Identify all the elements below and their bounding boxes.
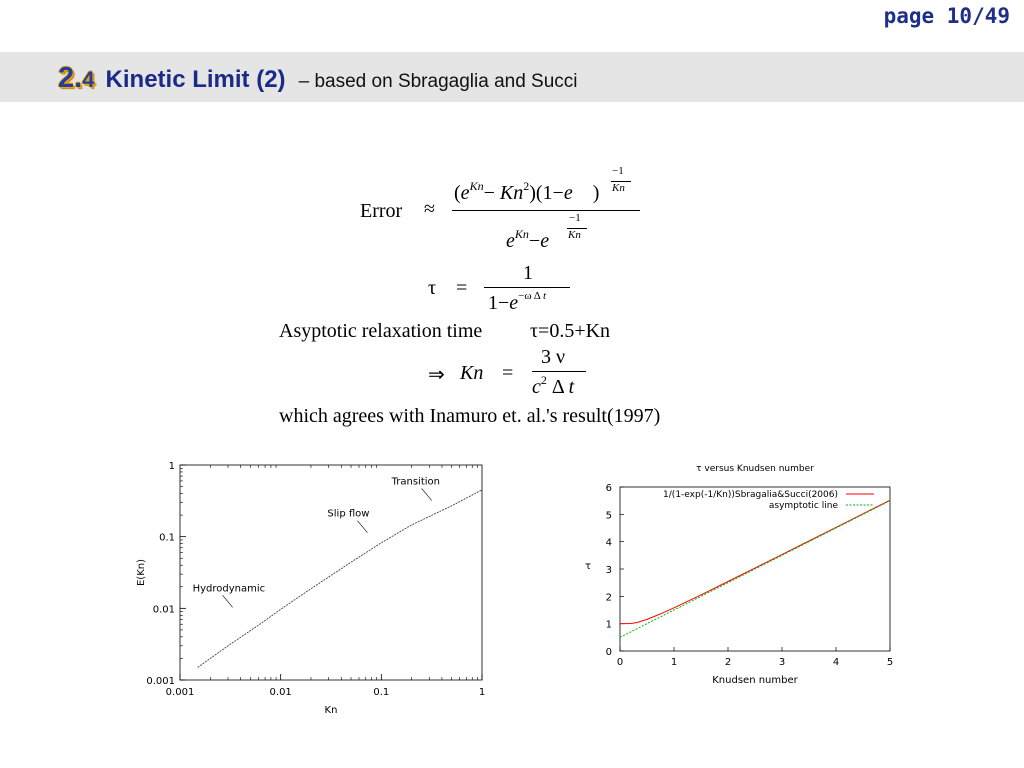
page-number: page 10/49	[883, 4, 1010, 28]
x-tick-label: 5	[886, 657, 894, 668]
error-denominator: $e^{Kn}-e$	[506, 227, 550, 252]
knudsen-error-chart	[130, 455, 500, 720]
y-tick-label: 4	[605, 537, 612, 549]
slide-title	[58, 62, 578, 95]
kn-numerator: 3 ν	[541, 346, 566, 368]
error-den-exp-den: Kn	[568, 229, 581, 241]
y-tick-label: 1	[168, 461, 175, 472]
kn-equals: =	[502, 362, 514, 384]
sbragaglia-succi-curve	[620, 500, 890, 624]
kn-fraction-bar	[532, 371, 586, 372]
annotation-label: Transition	[391, 476, 440, 488]
error-exp-den: Kn	[612, 182, 625, 194]
section-number: 2.4	[58, 62, 95, 94]
annotation-label: Slip flow	[327, 508, 370, 520]
legend-label: 1/(1-exp(-1/Kn))Sbragalia&Succi(2006)	[663, 490, 838, 500]
error-den-exp-num: −1	[569, 212, 581, 224]
tau-vs-knudsen-chart	[580, 455, 900, 695]
y-tick-label: 0.01	[152, 604, 175, 616]
x-axis-label: Knudsen number	[712, 675, 798, 686]
agreement-text: which agrees with Inamuro et. al.'s result(1997)	[279, 405, 661, 427]
tau-denominator: $1-e^{-\omega \Delta t}$	[488, 290, 547, 314]
annotation-arrow	[422, 488, 432, 500]
y-tick-label: 6	[605, 483, 612, 494]
tau-numerator: 1	[523, 262, 533, 284]
tau-symbol: τ	[428, 277, 437, 299]
chart-title: τ versus Knudsen number	[696, 464, 814, 474]
error-exp-num: −1	[612, 165, 624, 177]
asymptotic-line	[620, 501, 890, 638]
x-tick-label: 1	[478, 687, 486, 698]
asymptotic-text: Asyptotic relaxation time	[279, 320, 483, 342]
approx-symbol: ≈	[424, 198, 435, 220]
tau-equals: =	[456, 277, 468, 299]
asymptotic-expression: τ=0.5+Kn	[530, 320, 611, 342]
x-tick-label: 0.01	[269, 687, 292, 698]
x-tick-label: 0.001	[165, 687, 195, 698]
title-text: Kinetic Limit (2)	[105, 66, 286, 93]
error-label: Error	[360, 200, 403, 222]
y-tick-label: 0.001	[146, 676, 175, 687]
y-tick-label: 0	[605, 647, 612, 658]
y-axis-label: E(Kn)	[136, 558, 147, 587]
y-tick-label: 0.1	[159, 532, 175, 544]
x-tick-label: 2	[724, 657, 732, 668]
annotation-label: Hydrodynamic	[192, 583, 266, 595]
y-tick-label: 1	[605, 619, 612, 631]
x-tick-label: 0.1	[373, 687, 390, 698]
x-axis-label: Kn	[324, 705, 338, 716]
kn-label: Kn	[460, 362, 484, 384]
y-tick-label: 3	[605, 565, 612, 576]
annotation-arrow	[357, 521, 367, 533]
error-numerator: $(e^{Kn}- Kn^2)(1-e$ )	[454, 179, 600, 204]
x-tick-label: 3	[778, 657, 786, 668]
title-subtitle: – based on Sbragaglia and Succi	[298, 71, 578, 92]
annotation-arrow	[223, 595, 233, 607]
implies-symbol: ⇒	[428, 364, 445, 386]
y-axis-label: τ	[584, 561, 592, 572]
y-tick-label: 2	[605, 592, 612, 604]
kn-denominator: $c^2$ Δ t	[532, 373, 575, 398]
y-tick-label: 5	[605, 510, 612, 522]
tau-fraction-bar	[484, 287, 570, 288]
x-tick-label: 4	[832, 657, 840, 668]
x-tick-label: 1	[670, 657, 678, 668]
error-fraction-bar	[452, 210, 640, 211]
x-tick-label: 0	[616, 657, 624, 668]
legend-label: asymptotic line	[768, 501, 838, 511]
